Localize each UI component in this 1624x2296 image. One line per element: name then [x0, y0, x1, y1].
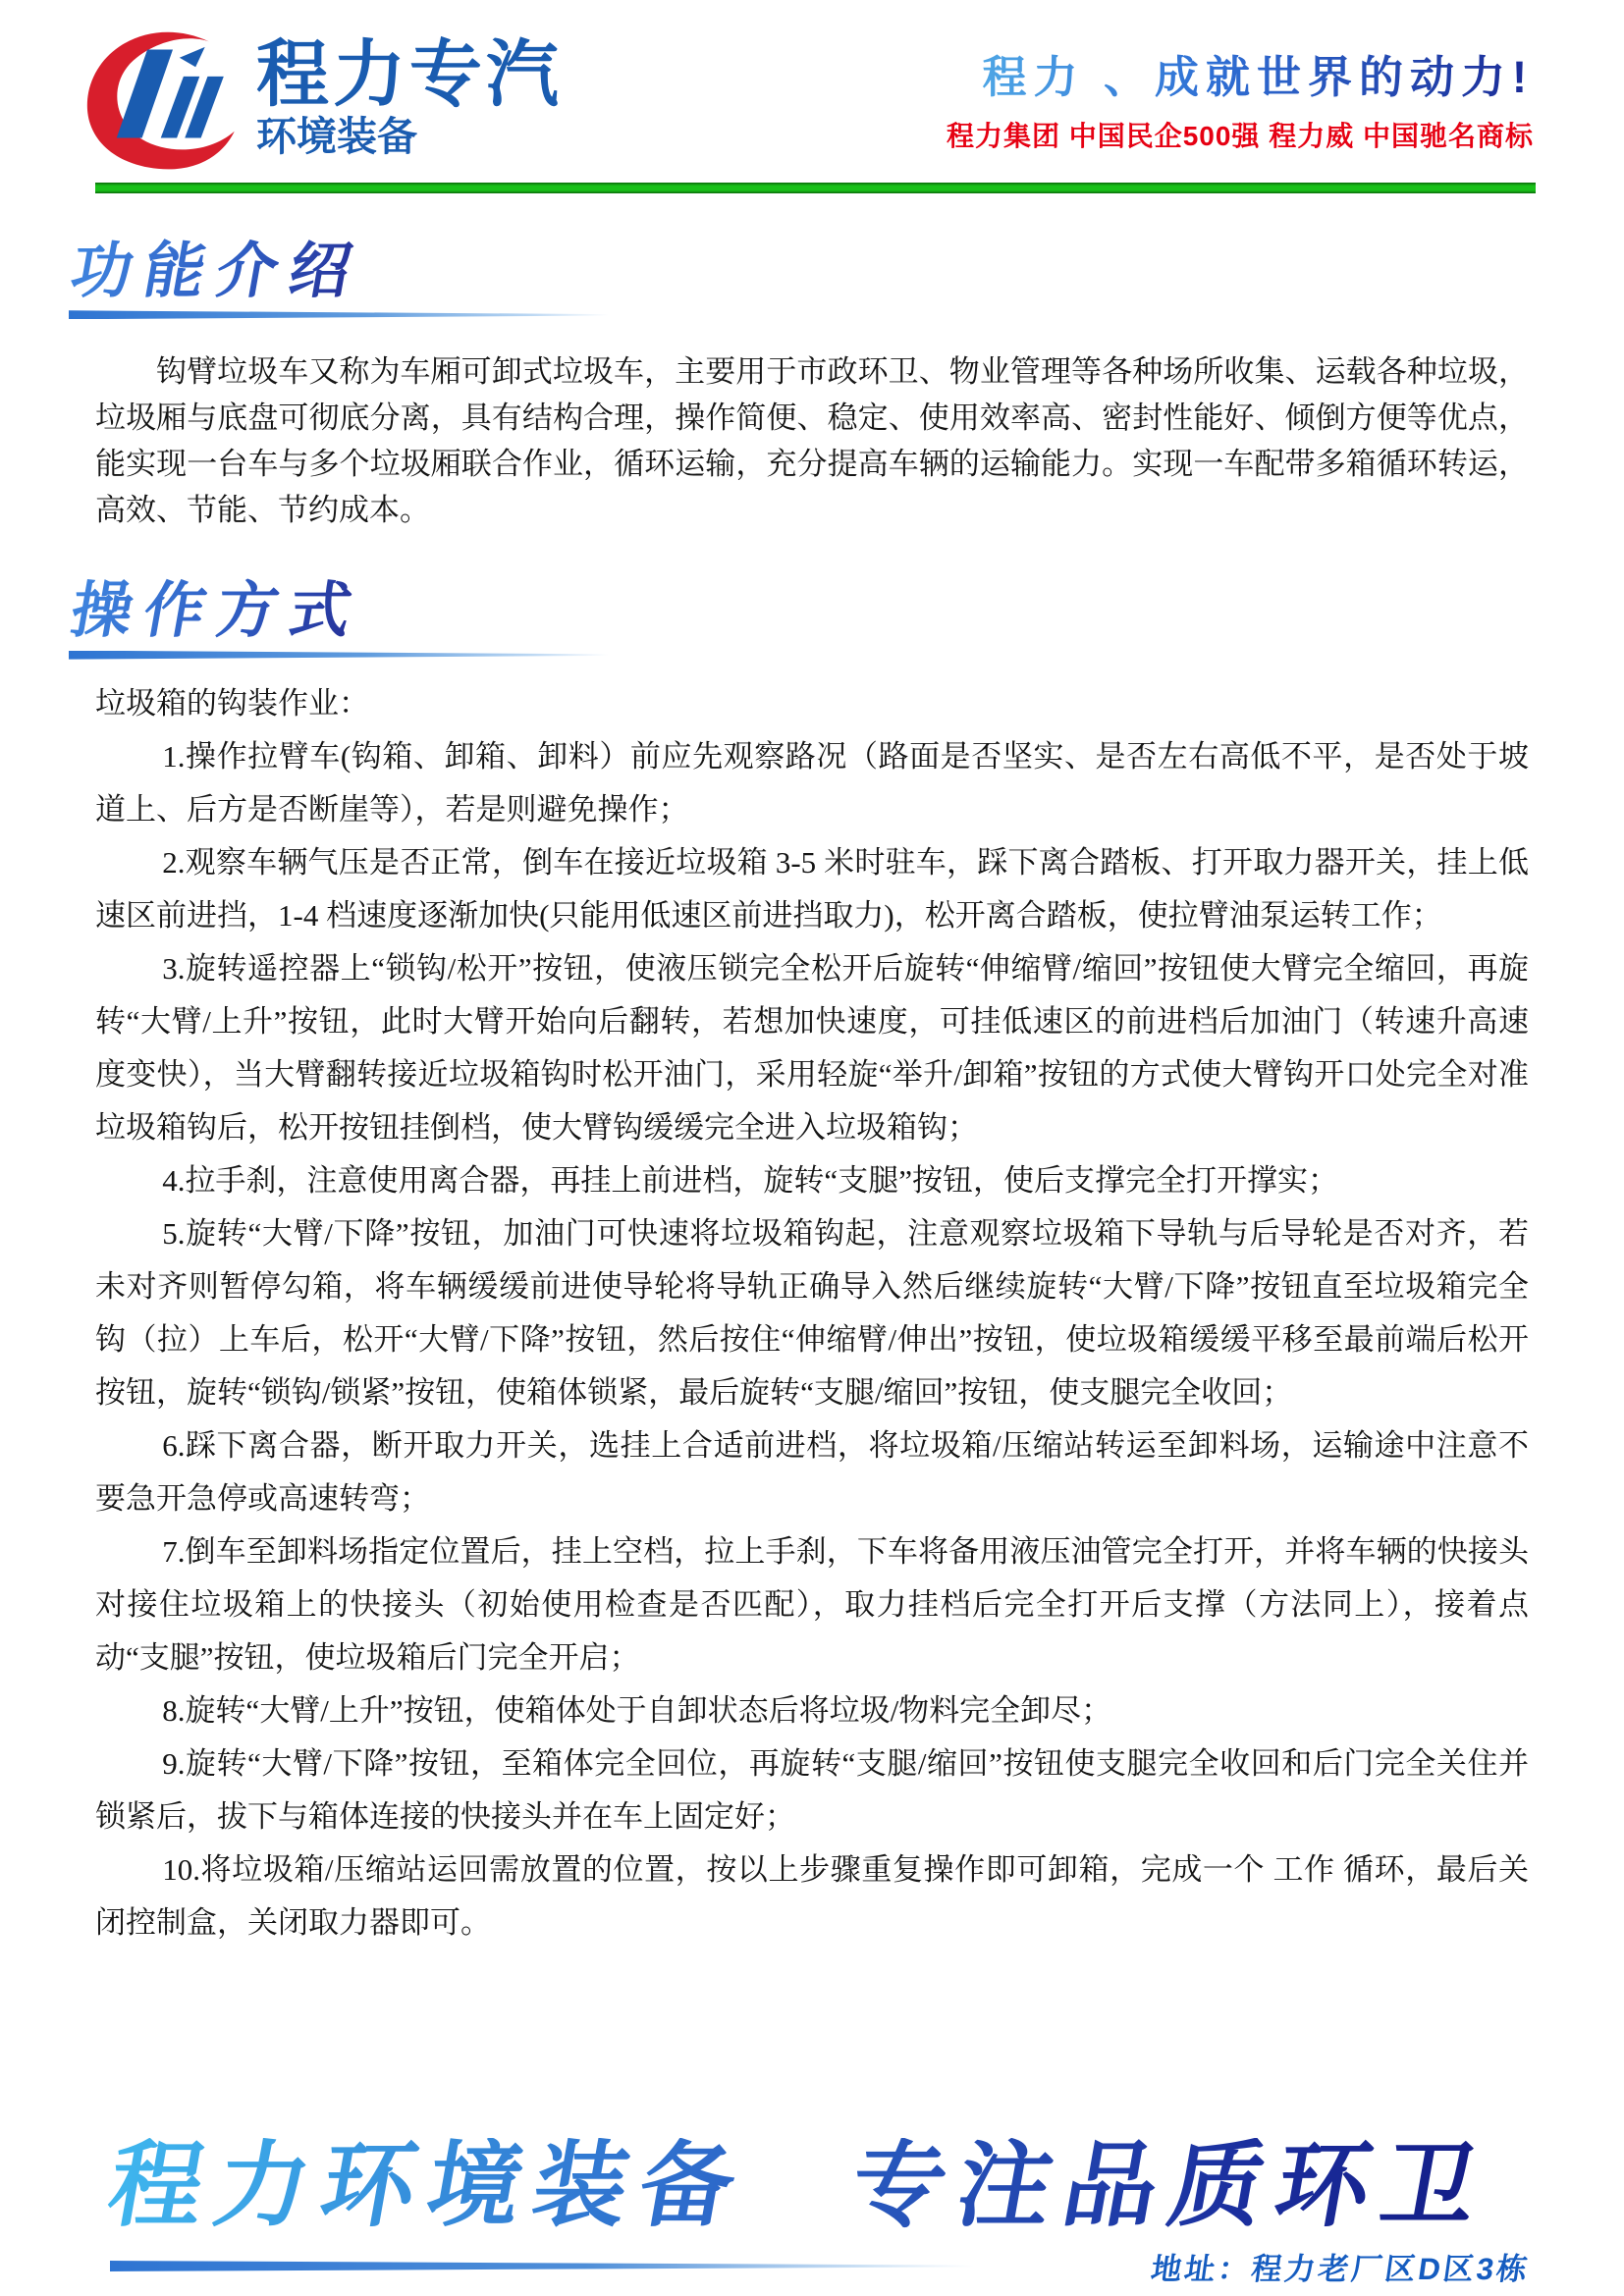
- operation-steps: [95, 730, 1529, 1949]
- footer-row: [110, 2244, 1534, 2288]
- footer-underline: [110, 2261, 974, 2271]
- step-8: 8.旋转“大臂/上升”按钮，使箱体处于自卸状态后将垃圾/物料完全卸尽；: [162, 1692, 1112, 1728]
- chengli-logo-icon: [74, 26, 243, 173]
- footer-banner: 程力环境装备 专注品质环卫: [100, 2134, 1498, 2239]
- operation-title: 操作方式: [65, 577, 369, 646]
- logo-text: [256, 33, 563, 160]
- header-divider: [95, 183, 1536, 193]
- step-9: 9.旋转“大臂/下降”按钮，至箱体完全回位，再旋转“支腿/缩回”按钮使支腿完全收回和后门完全关住并锁紧后，拔下与箱体连接的快接头并在车上固定好；: [95, 1745, 1529, 1834]
- footer: [0, 2134, 1624, 2288]
- step-3: 3.旋转遥控器上“锁钩/松开”按钮，使液压锁完全松开后旋转“伸缩臂/缩回”按钮使大臂完全缩回，再旋转“大臂/上升”按钮，此时大臂开始向后翻转，若想加快速度，可挂低速区的前进档后加油门（转速升高速度变快），当大臂翻转接近垃圾箱钩时松开油门，采用轻旋“举升/卸箱”按钮的方式使大臂钩开口处完全对准垃圾箱钩后，松开按钮挂倒档，使大臂钩缓缓完全进入垃圾箱钩；: [95, 950, 1529, 1145]
- header: [0, 0, 1624, 173]
- company-slogan: 程力 、成就世界的动力!: [947, 41, 1534, 105]
- step-7: 7.倒车至卸料场指定位置后，挂上空档，拉上手刹，下车将备用液压油管完全打开，并将车辆的快接头对接住垃圾箱上的快接头（初始使用检查是否匹配），取力挂档后完全打开后支撑（方法同上），接着点动“支腿”按钮，使垃圾箱后门完全开启；: [95, 1533, 1529, 1675]
- step-2: 2.观察车辆气压是否正常，倒车在接近垃圾箱 3-5 米时驻车，踩下离合踏板、打开取力器开关，挂上低速区前进挡，1-4 档速度逐渐加快(只能用低速区前进挡取力)，松开离合踏板，使拉臂油泵运转工作；: [95, 844, 1529, 933]
- step-1: 1.操作拉臂车(钩箱、卸箱、卸料）前应先观察路况（路面是否坚实、是否左右高低不平，是否处于坡道上、后方是否断崖等），若是则避免操作；: [95, 738, 1529, 827]
- step-6: 6.踩下离合器，断开取力开关，选挂上合适前进档，将垃圾箱/压缩站转运至卸料场，运输途中注意不要急开急停或高速转弯；: [95, 1427, 1529, 1516]
- features-title-underline: [69, 310, 609, 319]
- header-right: [947, 26, 1534, 154]
- brand-name: 程力专汽: [256, 33, 563, 116]
- company-honors: 程力集团 中国民企500强 程力威 中国驰名商标: [946, 121, 1534, 151]
- footer-address: 地址：程力老厂区D区3栋: [1149, 2252, 1534, 2286]
- operation-title-underline: [69, 651, 609, 660]
- section-operation: [0, 533, 1624, 1949]
- brand-sub-text: 环境装备: [256, 114, 417, 160]
- brand-subtitle: [256, 115, 559, 159]
- step-4: 4.拉手刹，注意使用离合器，再挂上前进档，旋转“支腿”按钮，使后支撑完全打开撑实；: [162, 1162, 1338, 1198]
- step-10: 10.将垃圾箱/压缩站运回需放置的位置，按以上步骤重复操作即可卸箱，完成一个 工作 循环，最后关闭控制盒，关闭取力器即可。: [95, 1851, 1529, 1940]
- step-5: 5.旋转“大臂/下降”按钮，加油门可快速将垃圾箱钩起，注意观察垃圾箱下导轨与后导轮是否对齐，若未对齐则暂停勾箱，将车辆缓缓前进使导轮将导轨正确导入然后继续旋转“大臂/下降”按钮直至垃圾箱完全钩（拉）上车后，松开“大臂/下降”按钮，然后按住“伸缩臂/伸出”按钮，使垃圾箱缓缓平移至最前端后松开按钮，旋转“锁钩/锁紧”按钮，使箱体锁紧，最后旋转“支腿/缩回”按钮，使支腿完全收回；: [95, 1215, 1529, 1410]
- features-title: 功能介绍: [65, 238, 369, 305]
- company-logo: [74, 26, 563, 173]
- section-features: [0, 193, 1624, 533]
- features-paragraph: 钩臂垃圾车又称为车厢可卸式垃圾车，主要用于市政环卫、物业管理等各种场所收集、运载各种垃圾，垃圾厢与底盘可彻底分离，具有结构合理，操作简便、稳定、使用效率高、密封性能好、倾倒方便等优点，能实现一台车与多个垃圾厢联合作业，循环运输，充分提高车辆的运输能力。实现一车配带多箱循环转运，高效、节能、节约成本。: [95, 354, 1529, 528]
- operation-lead: 垃圾箱的钩装作业：: [95, 685, 369, 721]
